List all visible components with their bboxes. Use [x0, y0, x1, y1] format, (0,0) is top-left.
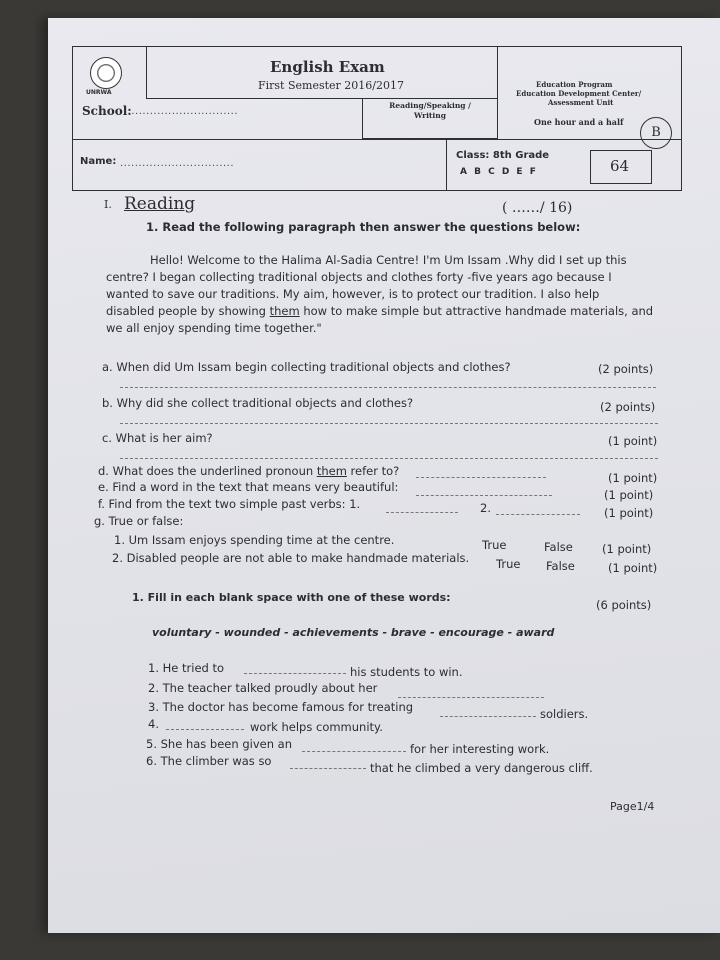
- page-number: Page1/4: [610, 800, 655, 813]
- question-e-points: (1 point): [604, 488, 654, 502]
- question-d-points: (1 point): [608, 471, 658, 485]
- answer-line-f1[interactable]: [386, 512, 458, 513]
- fill-blank[interactable]: [440, 716, 536, 717]
- question-b-points: (2 points): [600, 400, 656, 414]
- fill-points: (6 points): [596, 598, 652, 612]
- skills: [372, 101, 488, 121]
- fill-item-pre: 5. She has been given an: [146, 737, 292, 751]
- question-a: a. When did Um Issam begin collecting traditional objects and clothes?: [102, 360, 511, 374]
- question-d: d. What does the underlined pronoun them refer to?: [98, 464, 400, 478]
- underlined-pronoun: them: [269, 304, 300, 318]
- section-score: ( ……/ 16): [502, 200, 573, 216]
- question-c: c. What is her aim?: [102, 431, 213, 445]
- class-label: Class: 8th Grade: [456, 150, 550, 161]
- fill-instruction: 1. Fill in each blank space with one of these words:: [132, 591, 451, 604]
- name-field[interactable]: ...............................: [120, 158, 235, 169]
- fill-blank[interactable]: [290, 768, 366, 769]
- question-f: f. Find from the text two simple past verbs: 1.: [98, 497, 361, 511]
- tf-true-option[interactable]: True: [482, 538, 507, 552]
- fill-item-pre: 3. The doctor has become famous for treating: [148, 700, 414, 714]
- fill-item-post: his students to win.: [350, 665, 463, 679]
- passage-line: disabled people by showing them how to make simple but attractive handmade materials, and: [106, 304, 654, 318]
- tf-true-option[interactable]: True: [496, 557, 521, 571]
- answer-line-e[interactable]: [416, 495, 552, 496]
- class-sections: A B C D E F: [460, 167, 536, 177]
- school-field[interactable]: ...............................: [124, 106, 239, 117]
- answer-line-f2[interactable]: [496, 514, 580, 515]
- fill-item-pre: 6. The climber was so: [146, 754, 272, 768]
- fill-item-pre: 4.: [148, 717, 159, 731]
- fill-item-pre: 1. He tried to: [148, 661, 225, 675]
- passage-line: Hello! Welcome to the Halima Al-Sadia Centre! I'm Um Issam .Why did I set up this: [150, 253, 627, 267]
- semester: First Semester 2016/2017: [258, 79, 404, 92]
- tf-false-option[interactable]: False: [544, 540, 573, 554]
- answer-line-d[interactable]: [416, 477, 546, 478]
- passage-line: centre? I began collecting traditional objects and clothes forty -five years ago because I: [106, 270, 612, 284]
- question-f-second: 2.: [480, 501, 491, 515]
- fill-item-post: that he climbed a very dangerous cliff.: [370, 761, 593, 775]
- fill-item-post: soldiers.: [540, 707, 589, 721]
- reading-instruction: 1. Read the following paragraph then answer the questions below:: [146, 220, 581, 234]
- tf-item: 2. Disabled people are not able to make handmade materials.: [112, 551, 470, 565]
- passage-line: wanted to save our traditions. My aim, however, is to protect our tradition. I also help: [106, 287, 600, 301]
- question-f-points: (1 point): [604, 506, 654, 520]
- question-a-points: (2 points): [598, 362, 654, 376]
- org-line2: Education Development Center/: [516, 89, 642, 98]
- version-badge: B: [640, 117, 672, 149]
- fill-blank[interactable]: [398, 697, 544, 698]
- section-title: Reading: [124, 194, 196, 214]
- section-number: I.: [104, 198, 112, 211]
- answer-line-b[interactable]: [120, 423, 658, 424]
- passage-line: we all enjoy spending time together.": [106, 321, 322, 335]
- exam-title: English Exam: [270, 58, 385, 76]
- fill-item-post: work helps community.: [250, 720, 383, 734]
- tf-item: 1. Um Issam enjoys spending time at the centre.: [114, 533, 395, 547]
- question-g: g. True or false:: [94, 514, 184, 528]
- question-e: e. Find a word in the text that means very beautiful:: [98, 480, 399, 494]
- fill-item-pre: 2. The teacher talked proudly about her: [148, 681, 378, 695]
- fill-blank[interactable]: [302, 751, 406, 752]
- answer-line-c[interactable]: [120, 458, 658, 459]
- school-label: School:: [82, 104, 132, 118]
- tf-false-option[interactable]: False: [546, 559, 575, 573]
- unrwa-logo-icon: [90, 57, 122, 89]
- underlined-pronoun: them: [316, 464, 347, 478]
- score-value: 64: [610, 157, 630, 175]
- answer-line-a[interactable]: [120, 387, 656, 388]
- duration: One hour and a half: [534, 117, 624, 127]
- fill-blank[interactable]: [244, 673, 346, 674]
- name-label: Name:: [80, 156, 117, 167]
- org-line3: Assessment Unit: [548, 98, 614, 107]
- question-b: b. Why did she collect traditional objects and clothes?: [102, 396, 414, 410]
- skills-text: Reading/Speaking / Writing: [389, 101, 471, 120]
- fill-blank[interactable]: [166, 729, 244, 730]
- fill-item-post: for her interesting work.: [410, 742, 550, 756]
- tf-item-points: (1 point): [602, 542, 652, 556]
- logo-label: UNRWA: [86, 89, 112, 96]
- tf-item-points: (1 point): [608, 561, 658, 575]
- question-c-points: (1 point): [608, 434, 658, 448]
- word-bank: voluntary - wounded - achievements - brave - encourage - award: [152, 626, 555, 639]
- org-line1: Education Program: [536, 80, 613, 89]
